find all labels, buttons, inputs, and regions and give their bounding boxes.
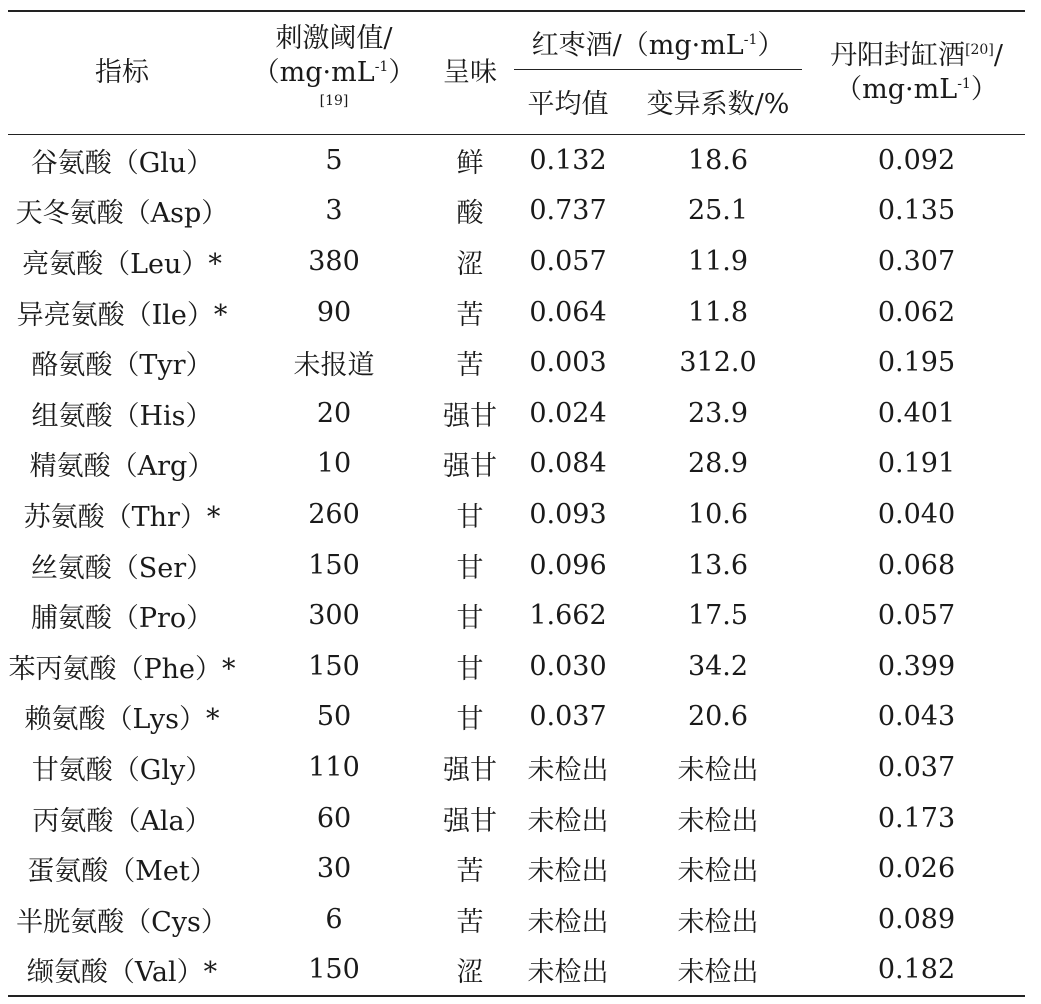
- cell-taste: 苦: [456, 856, 484, 888]
- cell-threshold: 20: [316, 397, 352, 429]
- cell-danyang: 0.399: [877, 650, 956, 682]
- table-row: [8, 236, 1025, 287]
- cell-mean: 0.037: [529, 701, 607, 733]
- cell-mean: 0.064: [529, 296, 607, 328]
- header-taste: [432, 11, 508, 135]
- header-cv: [628, 76, 808, 135]
- cell-indicator: 甘氨酸（Gly）: [31, 754, 213, 786]
- header-taste-label: 呈味: [443, 57, 497, 89]
- cell-cv: 10.6: [687, 498, 749, 530]
- cell-danyang: 0.401: [877, 397, 956, 429]
- cell-indicator: 丝氨酸（Ser）: [30, 552, 214, 584]
- cell-threshold: 150: [236, 945, 432, 997]
- cell-danyang: 0.037: [877, 751, 956, 783]
- table-row: [8, 287, 1025, 338]
- header-jujube-wine-sup: -1: [743, 32, 758, 49]
- cell-danyang: 0.191: [877, 448, 956, 480]
- cell-indicator: 丙氨酸（Ala）: [32, 805, 212, 837]
- cell-cv: 28.9: [687, 448, 749, 480]
- header-danyang-line2: （mg·mL: [835, 74, 958, 105]
- cell-threshold: 3: [325, 195, 343, 227]
- cell-danyang: 0.307: [877, 245, 956, 277]
- cell-indicator: 组氨酸（His）: [31, 400, 213, 432]
- cell-danyang: 0.057: [877, 600, 956, 632]
- table-row: [8, 590, 1025, 641]
- table-row: [8, 186, 1025, 237]
- cell-danyang: 0.040: [877, 498, 956, 530]
- table-row: [8, 439, 1025, 490]
- cell-taste: 强甘: [443, 754, 497, 786]
- cell-mean: 0.024: [529, 397, 607, 429]
- cell-danyang: 0.135: [877, 195, 956, 227]
- table-row: [8, 540, 1025, 591]
- table-row: [8, 489, 1025, 540]
- cell-threshold: 380: [308, 245, 360, 277]
- cell-cv: 20.6: [687, 701, 749, 733]
- cell-cv: 312.0: [679, 347, 757, 379]
- header-jujube-wine: [508, 11, 808, 76]
- cell-cv: 13.6: [687, 549, 749, 581]
- table-row: [8, 793, 1025, 844]
- header-indicator: [8, 11, 236, 135]
- cell-threshold: 未报道: [293, 350, 375, 382]
- table-row: [8, 692, 1025, 743]
- cell-taste: 涩: [432, 945, 508, 997]
- table-row: [8, 945, 1025, 997]
- cell-mean: 0.084: [529, 448, 607, 480]
- header-jujube-wine-close: ）: [757, 30, 785, 62]
- cell-threshold: 90: [316, 296, 352, 328]
- cell-cv: 17.5: [687, 600, 749, 632]
- cell-mean: 0.096: [529, 549, 607, 581]
- cell-cv: 23.9: [687, 397, 749, 429]
- cell-taste: 鲜: [456, 147, 484, 179]
- header-jujube-wine-label: [514, 29, 802, 70]
- header-threshold-close: ）: [388, 57, 416, 89]
- cell-cv: 未检出: [677, 906, 759, 938]
- cell-taste: 强甘: [443, 400, 497, 432]
- cell-indicator: 酪氨酸（Tyr）: [31, 350, 213, 382]
- cell-cv: 18.6: [687, 144, 749, 176]
- cell-danyang: 0.195: [877, 347, 956, 379]
- cell-taste: 甘: [456, 552, 484, 584]
- header-threshold-line1: 刺激阈值/: [275, 23, 393, 55]
- cell-indicator: 异亮氨酸（Ile）*: [16, 299, 228, 331]
- header-danyang-ref: [20]: [965, 42, 994, 59]
- cell-indicator: 亮氨酸（Leu）*: [22, 248, 222, 280]
- cell-indicator: 谷氨酸（Glu）: [30, 147, 214, 179]
- cell-mean: 未检出: [527, 856, 609, 888]
- table-row: [8, 742, 1025, 793]
- cell-taste: 酸: [456, 198, 484, 230]
- cell-indicator: 缬氨酸（Val）*: [8, 945, 236, 997]
- cell-mean: 未检出: [527, 805, 609, 837]
- cell-cv: 11.9: [687, 245, 749, 277]
- header-mean: [508, 76, 628, 135]
- cell-threshold: 150: [308, 650, 360, 682]
- cell-danyang: 0.026: [877, 853, 956, 885]
- cell-taste: 甘: [456, 501, 484, 533]
- cell-taste: 甘: [456, 603, 484, 635]
- table-row: [8, 388, 1025, 439]
- header-cv-label: 变异系数/%: [646, 89, 790, 121]
- cell-threshold: 60: [316, 802, 352, 834]
- cell-mean: 0.132: [529, 144, 607, 176]
- cell-indicator: 苏氨酸（Thr）*: [23, 501, 221, 533]
- header-threshold-sup: -1: [374, 59, 389, 76]
- cell-threshold: 5: [325, 144, 343, 176]
- cell-danyang: 0.182: [808, 945, 1025, 997]
- cell-cv: 34.2: [687, 650, 749, 682]
- header-threshold-ref: [19]: [319, 92, 349, 109]
- header-threshold-line2: （mg·mL: [252, 57, 375, 89]
- table-body: [8, 135, 1025, 997]
- header-danyang-slash: /: [993, 40, 1003, 72]
- header-mean-label: 平均值: [527, 89, 609, 121]
- table-row: [8, 641, 1025, 692]
- cell-threshold: 260: [308, 498, 360, 530]
- cell-taste: 强甘: [443, 451, 497, 483]
- cell-taste: 强甘: [443, 805, 497, 837]
- cell-mean: 未检出: [508, 945, 628, 997]
- cell-indicator: 苯丙氨酸（Phe）*: [8, 653, 236, 685]
- cell-mean: 0.003: [529, 347, 607, 379]
- cell-threshold: 50: [316, 701, 352, 733]
- cell-danyang: 0.043: [877, 701, 956, 733]
- table-row: [8, 843, 1025, 894]
- cell-taste: 苦: [456, 299, 484, 331]
- cell-cv: 11.8: [687, 296, 749, 328]
- header-danyang-line1: 丹阳封缸酒: [830, 40, 966, 72]
- cell-taste: 甘: [456, 653, 484, 685]
- cell-danyang: 0.089: [877, 903, 956, 935]
- cell-indicator: 半胱氨酸（Cys）: [16, 906, 228, 938]
- cell-indicator: 赖氨酸（Lys）*: [24, 704, 220, 736]
- table-row: [8, 337, 1025, 388]
- cell-mean: 0.057: [529, 245, 607, 277]
- cell-threshold: 110: [308, 751, 360, 783]
- cell-indicator: 脯氨酸（Pro）: [30, 603, 214, 635]
- header-threshold: [236, 11, 432, 135]
- cell-indicator: 精氨酸（Arg）: [29, 451, 215, 483]
- table-header: [8, 11, 1025, 135]
- cell-mean: 未检出: [527, 906, 609, 938]
- header-jujube-wine-text: 红枣酒/（mg·mL: [531, 30, 744, 62]
- cell-mean: 0.093: [529, 498, 607, 530]
- cell-threshold: 30: [316, 853, 352, 885]
- cell-indicator: 蛋氨酸（Met）: [27, 856, 217, 888]
- cell-mean: 0.737: [529, 195, 607, 227]
- cell-threshold: 300: [308, 600, 360, 632]
- header-danyang: [808, 11, 1025, 135]
- cell-mean: 未检出: [527, 754, 609, 786]
- header-danyang-sup: -1: [957, 76, 971, 92]
- cell-danyang: 0.062: [877, 296, 956, 328]
- cell-taste: 苦: [456, 350, 484, 382]
- header-danyang-close: ）: [970, 74, 998, 105]
- cell-cv: 未检出: [677, 805, 759, 837]
- table-row: [8, 135, 1025, 186]
- cell-cv: 未检出: [677, 856, 759, 888]
- cell-cv: 未检出: [628, 945, 808, 997]
- cell-mean: 0.030: [529, 650, 607, 682]
- header-indicator-label: 指标: [95, 57, 149, 89]
- cell-danyang: 0.068: [877, 549, 956, 581]
- cell-taste: 甘: [456, 704, 484, 736]
- cell-indicator: 天冬氨酸（Asp）: [15, 198, 229, 230]
- cell-taste: 涩: [456, 248, 484, 280]
- cell-threshold: 10: [316, 448, 352, 480]
- cell-danyang: 0.173: [877, 802, 956, 834]
- cell-mean: 1.662: [529, 600, 607, 632]
- amino-acid-table: [8, 10, 1025, 997]
- table-row: [8, 894, 1025, 945]
- cell-threshold: 6: [325, 903, 343, 935]
- cell-danyang: 0.092: [877, 144, 956, 176]
- cell-cv: 未检出: [677, 754, 759, 786]
- cell-threshold: 150: [308, 549, 360, 581]
- cell-taste: 苦: [456, 906, 484, 938]
- cell-cv: 25.1: [687, 195, 749, 227]
